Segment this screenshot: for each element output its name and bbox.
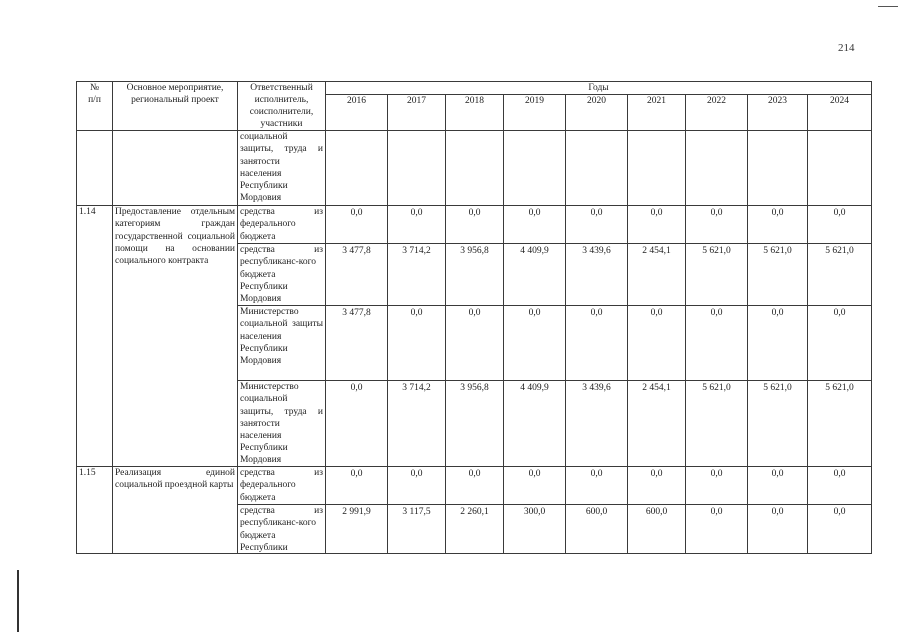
- cell-value: 3 117,5: [388, 505, 446, 554]
- scan-artifact-edge: [17, 570, 19, 632]
- cell-value: 5 621,0: [808, 381, 872, 467]
- cell-responsible: социальной защиты, труда и занятости населения Республики Мордовия: [238, 131, 326, 206]
- cell-value: 0,0: [388, 467, 446, 505]
- cell-value: 0,0: [628, 467, 686, 505]
- cell-value: 0,0: [504, 206, 566, 244]
- cell-value: [628, 131, 686, 206]
- cell-value: [566, 131, 628, 206]
- cell-value: 5 621,0: [686, 381, 748, 467]
- cell-event: Реализация единой социальной проездной карты: [113, 467, 238, 554]
- cell-value: 4 409,9: [504, 244, 566, 306]
- header-year: 2024: [808, 95, 872, 131]
- cell-value: 3 714,2: [388, 244, 446, 306]
- cell-value: 0,0: [808, 467, 872, 505]
- cell-value: 0,0: [628, 206, 686, 244]
- cell-value: [446, 131, 504, 206]
- cell-responsible: [238, 505, 326, 554]
- cell-value: 0,0: [686, 505, 748, 554]
- cell-value: 0,0: [686, 467, 748, 505]
- cell-value: 3 439,6: [566, 381, 628, 467]
- cell-responsible: средства из федерального бюджета: [238, 206, 326, 244]
- cell-responsible: Министерство социальной защиты, труда и занятости населения Республики Мордовия: [238, 381, 326, 467]
- cell-value: [504, 131, 566, 206]
- header-responsible: Ответственный исполнитель, соисполнители, участники: [238, 82, 326, 131]
- cell-value: 3 439,6: [566, 244, 628, 306]
- cell-event: [113, 131, 238, 206]
- cell-value: 5 621,0: [808, 244, 872, 306]
- cell-responsible: средства из республиканс-кого бюджета Республики Мордовия: [238, 244, 326, 306]
- table-row: [77, 206, 872, 244]
- table-row: [77, 131, 872, 206]
- header-years: Годы: [326, 82, 872, 95]
- cell-value: 0,0: [504, 306, 566, 381]
- table-header-row: [77, 82, 872, 95]
- cell-value: 0,0: [748, 306, 808, 381]
- cell-number: [77, 131, 113, 206]
- cell-value: 0,0: [326, 381, 388, 467]
- cell-responsible: Министерство социальной защиты населения Республики Мордовия: [238, 306, 326, 381]
- header-year: 2021: [628, 95, 686, 131]
- cell-value: 4 409,9: [504, 381, 566, 467]
- cell-value: 2 454,1: [628, 244, 686, 306]
- cell-value: 2 454,1: [628, 381, 686, 467]
- cell-event: Предоставление отдельным категориям граждан государственной социальной помощи на основании социального контракта: [113, 206, 238, 467]
- cell-value: [748, 131, 808, 206]
- header-year: 2018: [446, 95, 504, 131]
- cell-number: 1.14: [77, 206, 113, 467]
- cell-value: 0,0: [446, 467, 504, 505]
- cell-value: [686, 131, 748, 206]
- cell-value: 3 477,8: [326, 306, 388, 381]
- cell-value: 3 956,8: [446, 381, 504, 467]
- cell-value: 0,0: [748, 467, 808, 505]
- cell-value: 3 956,8: [446, 244, 504, 306]
- cell-value: 0,0: [628, 306, 686, 381]
- cell-value: 600,0: [566, 505, 628, 554]
- budget-table: [76, 81, 872, 554]
- cell-value: 0,0: [748, 505, 808, 554]
- cell-value: 0,0: [566, 206, 628, 244]
- cell-value: 0,0: [326, 467, 388, 505]
- cell-value: 5 621,0: [686, 244, 748, 306]
- cell-value: 0,0: [686, 306, 748, 381]
- cell-value: 2 991,9: [326, 505, 388, 554]
- cell-value: [326, 131, 388, 206]
- cell-number: 1.15: [77, 467, 113, 554]
- header-year: 2020: [566, 95, 628, 131]
- cell-value: 0,0: [388, 206, 446, 244]
- cell-value: 0,0: [808, 306, 872, 381]
- table-row: [77, 467, 872, 505]
- cell-value: 0,0: [388, 306, 446, 381]
- cell-value: 0,0: [808, 206, 872, 244]
- page-number: 214: [838, 42, 855, 54]
- cell-responsible: средства из федерального бюджета: [238, 467, 326, 505]
- cell-value: 0,0: [326, 206, 388, 244]
- cell-value: 3 477,8: [326, 244, 388, 306]
- cell-value: 0,0: [808, 505, 872, 554]
- cell-value: [808, 131, 872, 206]
- cell-value: 5 621,0: [748, 244, 808, 306]
- header-year: 2019: [504, 95, 566, 131]
- cell-value: 0,0: [566, 306, 628, 381]
- cell-value: 5 621,0: [748, 381, 808, 467]
- cell-value: 0,0: [504, 467, 566, 505]
- cell-value: 0,0: [686, 206, 748, 244]
- cell-value: 600,0: [628, 505, 686, 554]
- cell-value: 300,0: [504, 505, 566, 554]
- scan-artifact-line: [878, 6, 898, 7]
- cell-value: [388, 131, 446, 206]
- header-event: Основное мероприятие, региональный проект: [113, 82, 238, 131]
- cell-value: 0,0: [748, 206, 808, 244]
- cell-value: 2 260,1: [446, 505, 504, 554]
- header-year: 2016: [326, 95, 388, 131]
- cell-value: 0,0: [566, 467, 628, 505]
- header-year: 2023: [748, 95, 808, 131]
- cell-value: 3 714,2: [388, 381, 446, 467]
- cell-value: 0,0: [446, 206, 504, 244]
- header-year: 2017: [388, 95, 446, 131]
- header-number: № п/п: [77, 82, 113, 131]
- cell-value: 0,0: [446, 306, 504, 381]
- cell-responsible-text: средства из республиканс-кого бюджета Республики: [240, 506, 323, 553]
- header-year: 2022: [686, 95, 748, 131]
